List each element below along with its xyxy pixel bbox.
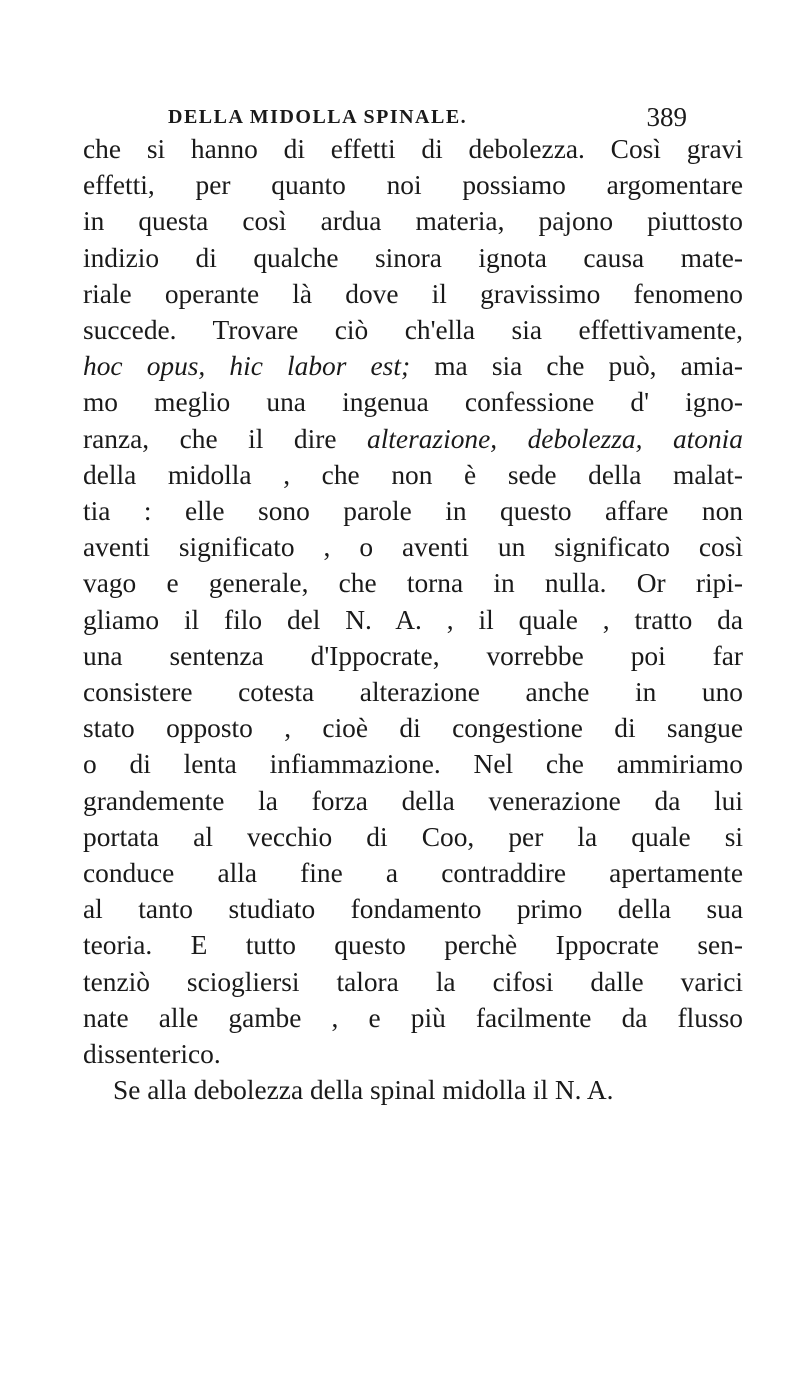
text-line: in questa così ardua materia, pajono piuttosto xyxy=(83,206,743,237)
text-line: nate alle gambe , e più facilmente da flusso xyxy=(83,1002,743,1033)
running-title: DELLA MIDOLLA SPINALE. xyxy=(168,106,468,128)
running-head xyxy=(0,100,800,134)
text-line: al tanto studiato fondamento primo della sua xyxy=(83,894,743,925)
text-line: una sentenza d'Ippocrate, vorrebbe poi far xyxy=(83,640,743,671)
text-line: della midolla , che non è sede della malat- xyxy=(83,459,743,490)
text-line: indizio di qualche sinora ignota causa mate- xyxy=(83,242,743,273)
text-line: conduce alla fine a contraddire apertamente xyxy=(83,858,743,889)
text-line: che si hanno di effetti di debolezza. Così gravi xyxy=(83,134,743,164)
text-fragment: ma sia che può, amia- xyxy=(410,351,743,382)
text-line: portata al vecchio di Coo, per la quale si xyxy=(83,821,743,852)
text-fragment: ranza, che il dire xyxy=(83,423,367,454)
text-line: vago e generale, che torna in nulla. Or ripi- xyxy=(83,568,743,599)
italic-terms: alterazione, debolezza, atonia xyxy=(367,423,743,454)
text-line: effetti, per quanto noi possiamo argomentare xyxy=(83,170,743,201)
page-number: 389 xyxy=(646,102,687,132)
text-line: aventi significato , o aventi un significato così xyxy=(83,532,743,563)
text-line xyxy=(83,348,743,384)
text-line: mo meglio una ingenua confessione d' igno- xyxy=(83,387,743,418)
latin-quote: hoc opus, hic labor est; xyxy=(83,351,411,382)
body-text xyxy=(83,131,743,1108)
text-line: stato opposto , cioè di congestione di sangue xyxy=(83,713,743,744)
text-line: tenziò sciogliersi talora la cifosi dalle varici xyxy=(83,966,743,997)
text-line: consistere cotesta alterazione anche in uno xyxy=(83,677,743,708)
text-line xyxy=(83,421,743,457)
text-line: Se alla debolezza della spinal midolla il N. A. xyxy=(113,1075,614,1106)
text-line: teoria. E tutto questo perchè Ippocrate sen- xyxy=(83,930,743,961)
text-line: riale operante là dove il gravissimo fenomeno xyxy=(83,278,743,309)
text-line: dissenterico. xyxy=(83,1039,221,1070)
text-line: gliamo il filo del N. A. , il quale , tratto da xyxy=(83,604,743,635)
text-line: o di lenta infiammazione. Nel che ammiriamo xyxy=(83,749,743,780)
text-line: grandemente la forza della venerazione da lui xyxy=(83,785,743,816)
text-line: tia : elle sono parole in questo affare non xyxy=(83,496,743,527)
text-line: succede. Trovare ciò ch'ella sia effettivamente, xyxy=(83,315,743,346)
